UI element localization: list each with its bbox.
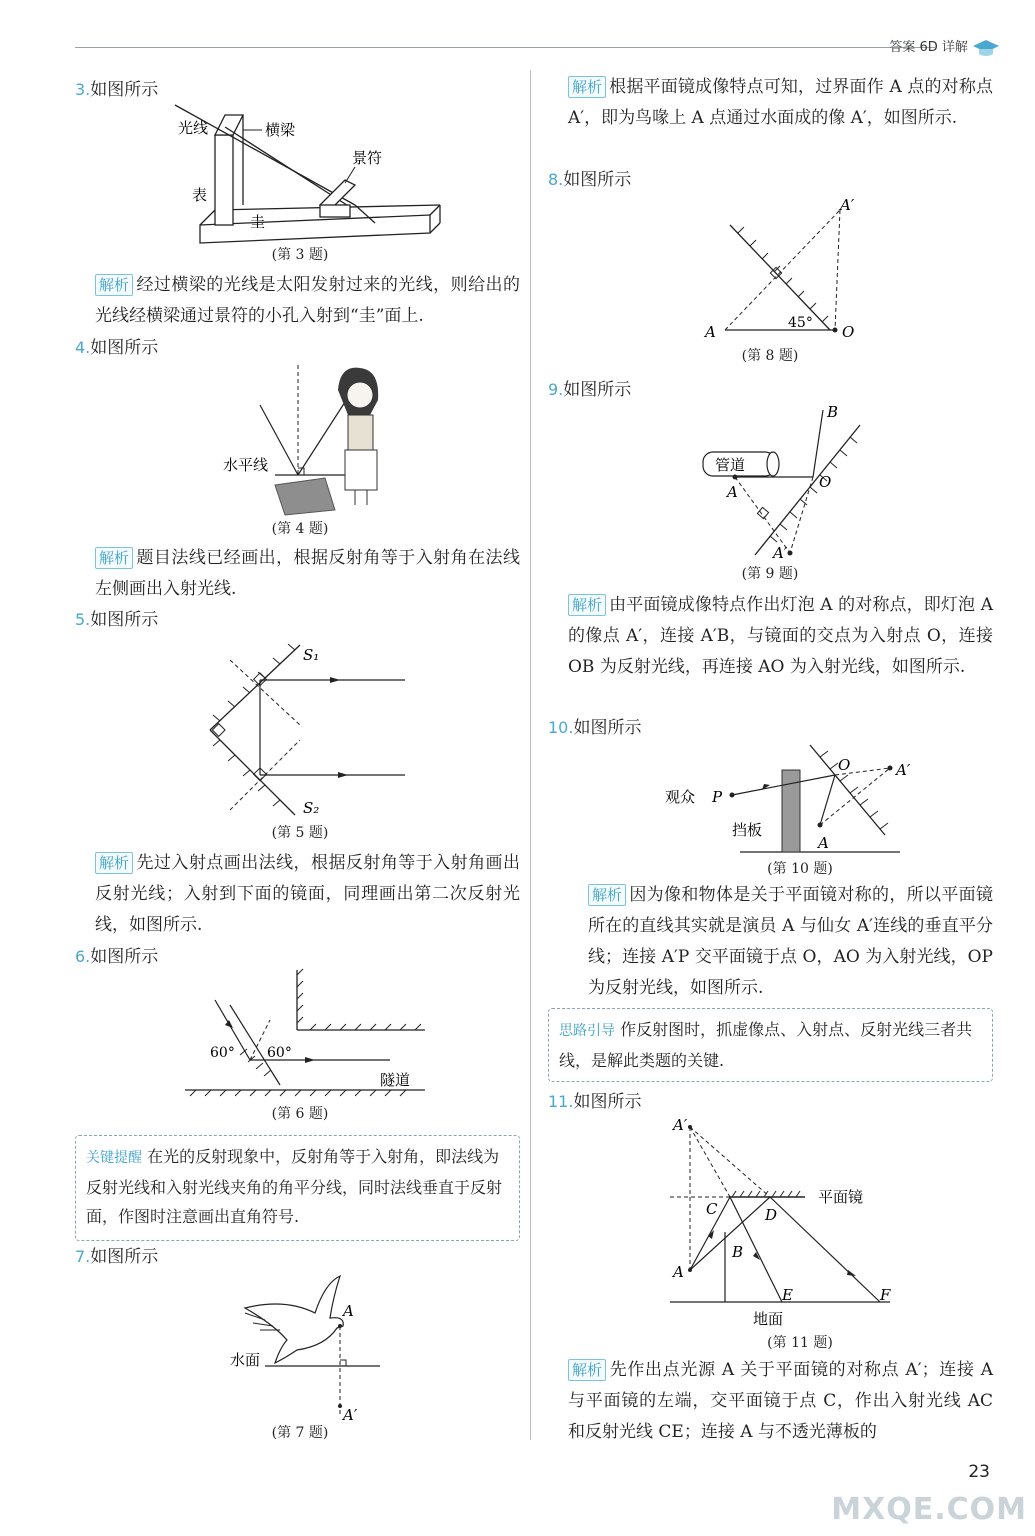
figure-caption: (第 7 题) [271, 1425, 329, 1441]
figure-caption: (第 11 题) [767, 1335, 833, 1351]
figure-q8 [700, 195, 870, 345]
figure-q6-tunnel [185, 965, 430, 1105]
figure-q4-mirror-girl [220, 360, 420, 515]
page-number: 23 [968, 1462, 990, 1482]
svg-text:O: O [842, 323, 855, 341]
svg-text:地面: 地面 [753, 1310, 784, 1328]
question-11-heading: 11.如图所示 [548, 1092, 642, 1112]
question-3-heading: 3.如图所示 [75, 80, 159, 100]
figure-q11-light-source [670, 1112, 905, 1332]
question-4-heading: 4.如图所示 [75, 338, 159, 358]
header-rule [75, 47, 935, 48]
svg-text:60°: 60° [210, 1045, 235, 1061]
question-7-heading: 7.如图所示 [75, 1247, 159, 1267]
analysis-q5: 解析 先过入射点画出法线，根据反射角等于入射角画出反射光线；入射到下面的镜面，同理画出第二次反射光线，如图所示. [95, 853, 520, 935]
figure-q5-two-mirrors [200, 635, 430, 820]
header [889, 36, 1000, 59]
figure-caption: (第 5 题) [271, 825, 329, 841]
svg-text:B: B [732, 1243, 744, 1261]
analysis-q9: 解析 由平面镜成像特点作出灯泡 A 的对称点，即灯泡 A 的像点 A′，连接 A′B，与镜面的交点为入射点 O，连接 OB 为反射光线，再连接 AO 为入射光线，如图所示. [568, 595, 993, 677]
svg-text:A: A [705, 323, 716, 341]
idea-guide-tag: 思路引导 [559, 1023, 615, 1039]
svg-text:E: E [782, 1286, 793, 1304]
svg-text:O: O [838, 756, 851, 774]
figure-caption: (第 8 题) [741, 348, 799, 364]
svg-text:挡板: 挡板 [732, 821, 763, 839]
key-reminder-box: 关键提醒 在光的反射现象中，反射角等于入射角，即法线为反射光线和入射光线夹角的角平分线，同时法线垂直于反射面，作图时注意画出直角符号. [75, 1135, 520, 1241]
svg-text:A: A [343, 1302, 354, 1320]
question-5-heading: 5.如图所示 [75, 610, 159, 630]
svg-text:A′: A′ [343, 1406, 358, 1424]
svg-text:横梁: 横梁 [265, 121, 296, 139]
figure-caption: (第 9 题) [741, 566, 799, 582]
question-number: 3. [75, 80, 91, 99]
question-9-heading: 9.如图所示 [548, 380, 632, 400]
svg-text:A: A [727, 483, 738, 501]
figure-q10-stage [660, 740, 915, 860]
header-title: 答案 6D 详解 [889, 40, 968, 55]
svg-text:F: F [880, 1286, 891, 1304]
svg-text:光线: 光线 [178, 119, 209, 137]
svg-text:C: C [706, 1200, 718, 1218]
svg-text:O: O [819, 473, 832, 491]
figure-caption: (第 4 题) [271, 521, 329, 537]
analysis-q7: 解析 根据平面镜成像特点可知，过界面作 A 点的对称点 A′，即为鸟喙上 A 点通过水面成的像 A′，如图所示. [568, 77, 993, 128]
svg-text:平面镜: 平面镜 [818, 1188, 864, 1206]
svg-text:A′: A′ [840, 196, 855, 214]
watermark: MXQE.COM [831, 1492, 1027, 1527]
figure-q7-bird [225, 1268, 395, 1428]
svg-text:圭: 圭 [250, 213, 266, 231]
svg-text:B: B [827, 403, 839, 421]
svg-text:S₂: S₂ [303, 799, 320, 817]
figure-caption: (第 10 题) [767, 861, 833, 877]
svg-text:45°: 45° [788, 315, 813, 331]
analysis-q11: 解析 先作出点光源 A 关于平面镜的对称点 A′；连接 A 与平面镜的左端，交平面镜于点 C，作出入射光线 AC 和反射光线 CE；连接 A 与不透光薄板的 [568, 1360, 993, 1442]
question-10-heading: 10.如图所示 [548, 718, 642, 738]
figure-caption: (第 6 题) [271, 1106, 329, 1122]
svg-text:P: P [712, 788, 723, 806]
svg-text:景符: 景符 [352, 149, 383, 167]
graduation-cap-icon [972, 37, 1000, 59]
svg-text:隧道: 隧道 [380, 1071, 411, 1089]
analysis-q10: 解析 因为像和物体是关于平面镜对称的，所以平面镜所在的直线其实就是演员 A 与仙女 A′连线的垂直平分线；连接 A′P 交平面镜于点 O，AO 为入射光线，OP 为反射光线，如图所示. [588, 885, 993, 998]
svg-text:管道: 管道 [715, 456, 746, 474]
svg-text:60°: 60° [267, 1045, 292, 1061]
svg-text:A′: A′ [673, 1116, 688, 1134]
key-reminder-tag: 关键提醒 [86, 1150, 142, 1166]
svg-text:A′: A′ [896, 761, 911, 779]
analysis-q3: 解析 经过横梁的光线是太阳发射过来的光线，则给出的光线经横梁通过景符的小孔入射到“圭”面上. [95, 275, 520, 326]
svg-text:D: D [765, 1206, 778, 1224]
figure-q9-pipe [695, 405, 870, 570]
idea-guide-box: 思路引导 作反射图时，抓虚像点、入射点、反射光线三者共线，是解此类题的关键. [548, 1008, 993, 1082]
svg-text:表: 表 [192, 186, 208, 204]
figure-caption: (第 3 题) [271, 247, 329, 263]
analysis-q4: 解析 题目法线已经画出，根据反射角等于入射角在法线左侧画出入射光线. [95, 548, 520, 599]
svg-text:水面: 水面 [230, 1351, 261, 1369]
analysis-tag: 解析 [95, 274, 133, 296]
svg-text:A: A [818, 834, 829, 852]
svg-text:水平线: 水平线 [223, 456, 269, 474]
svg-text:观众: 观众 [665, 788, 696, 806]
figure-q3-gnomon [170, 105, 450, 245]
column-divider [530, 70, 531, 1440]
svg-text:A: A [673, 1263, 684, 1281]
svg-text:A′: A′ [773, 544, 788, 562]
svg-text:S₁: S₁ [303, 646, 320, 664]
question-8-heading: 8.如图所示 [548, 170, 632, 190]
question-6-heading: 6.如图所示 [75, 947, 159, 967]
